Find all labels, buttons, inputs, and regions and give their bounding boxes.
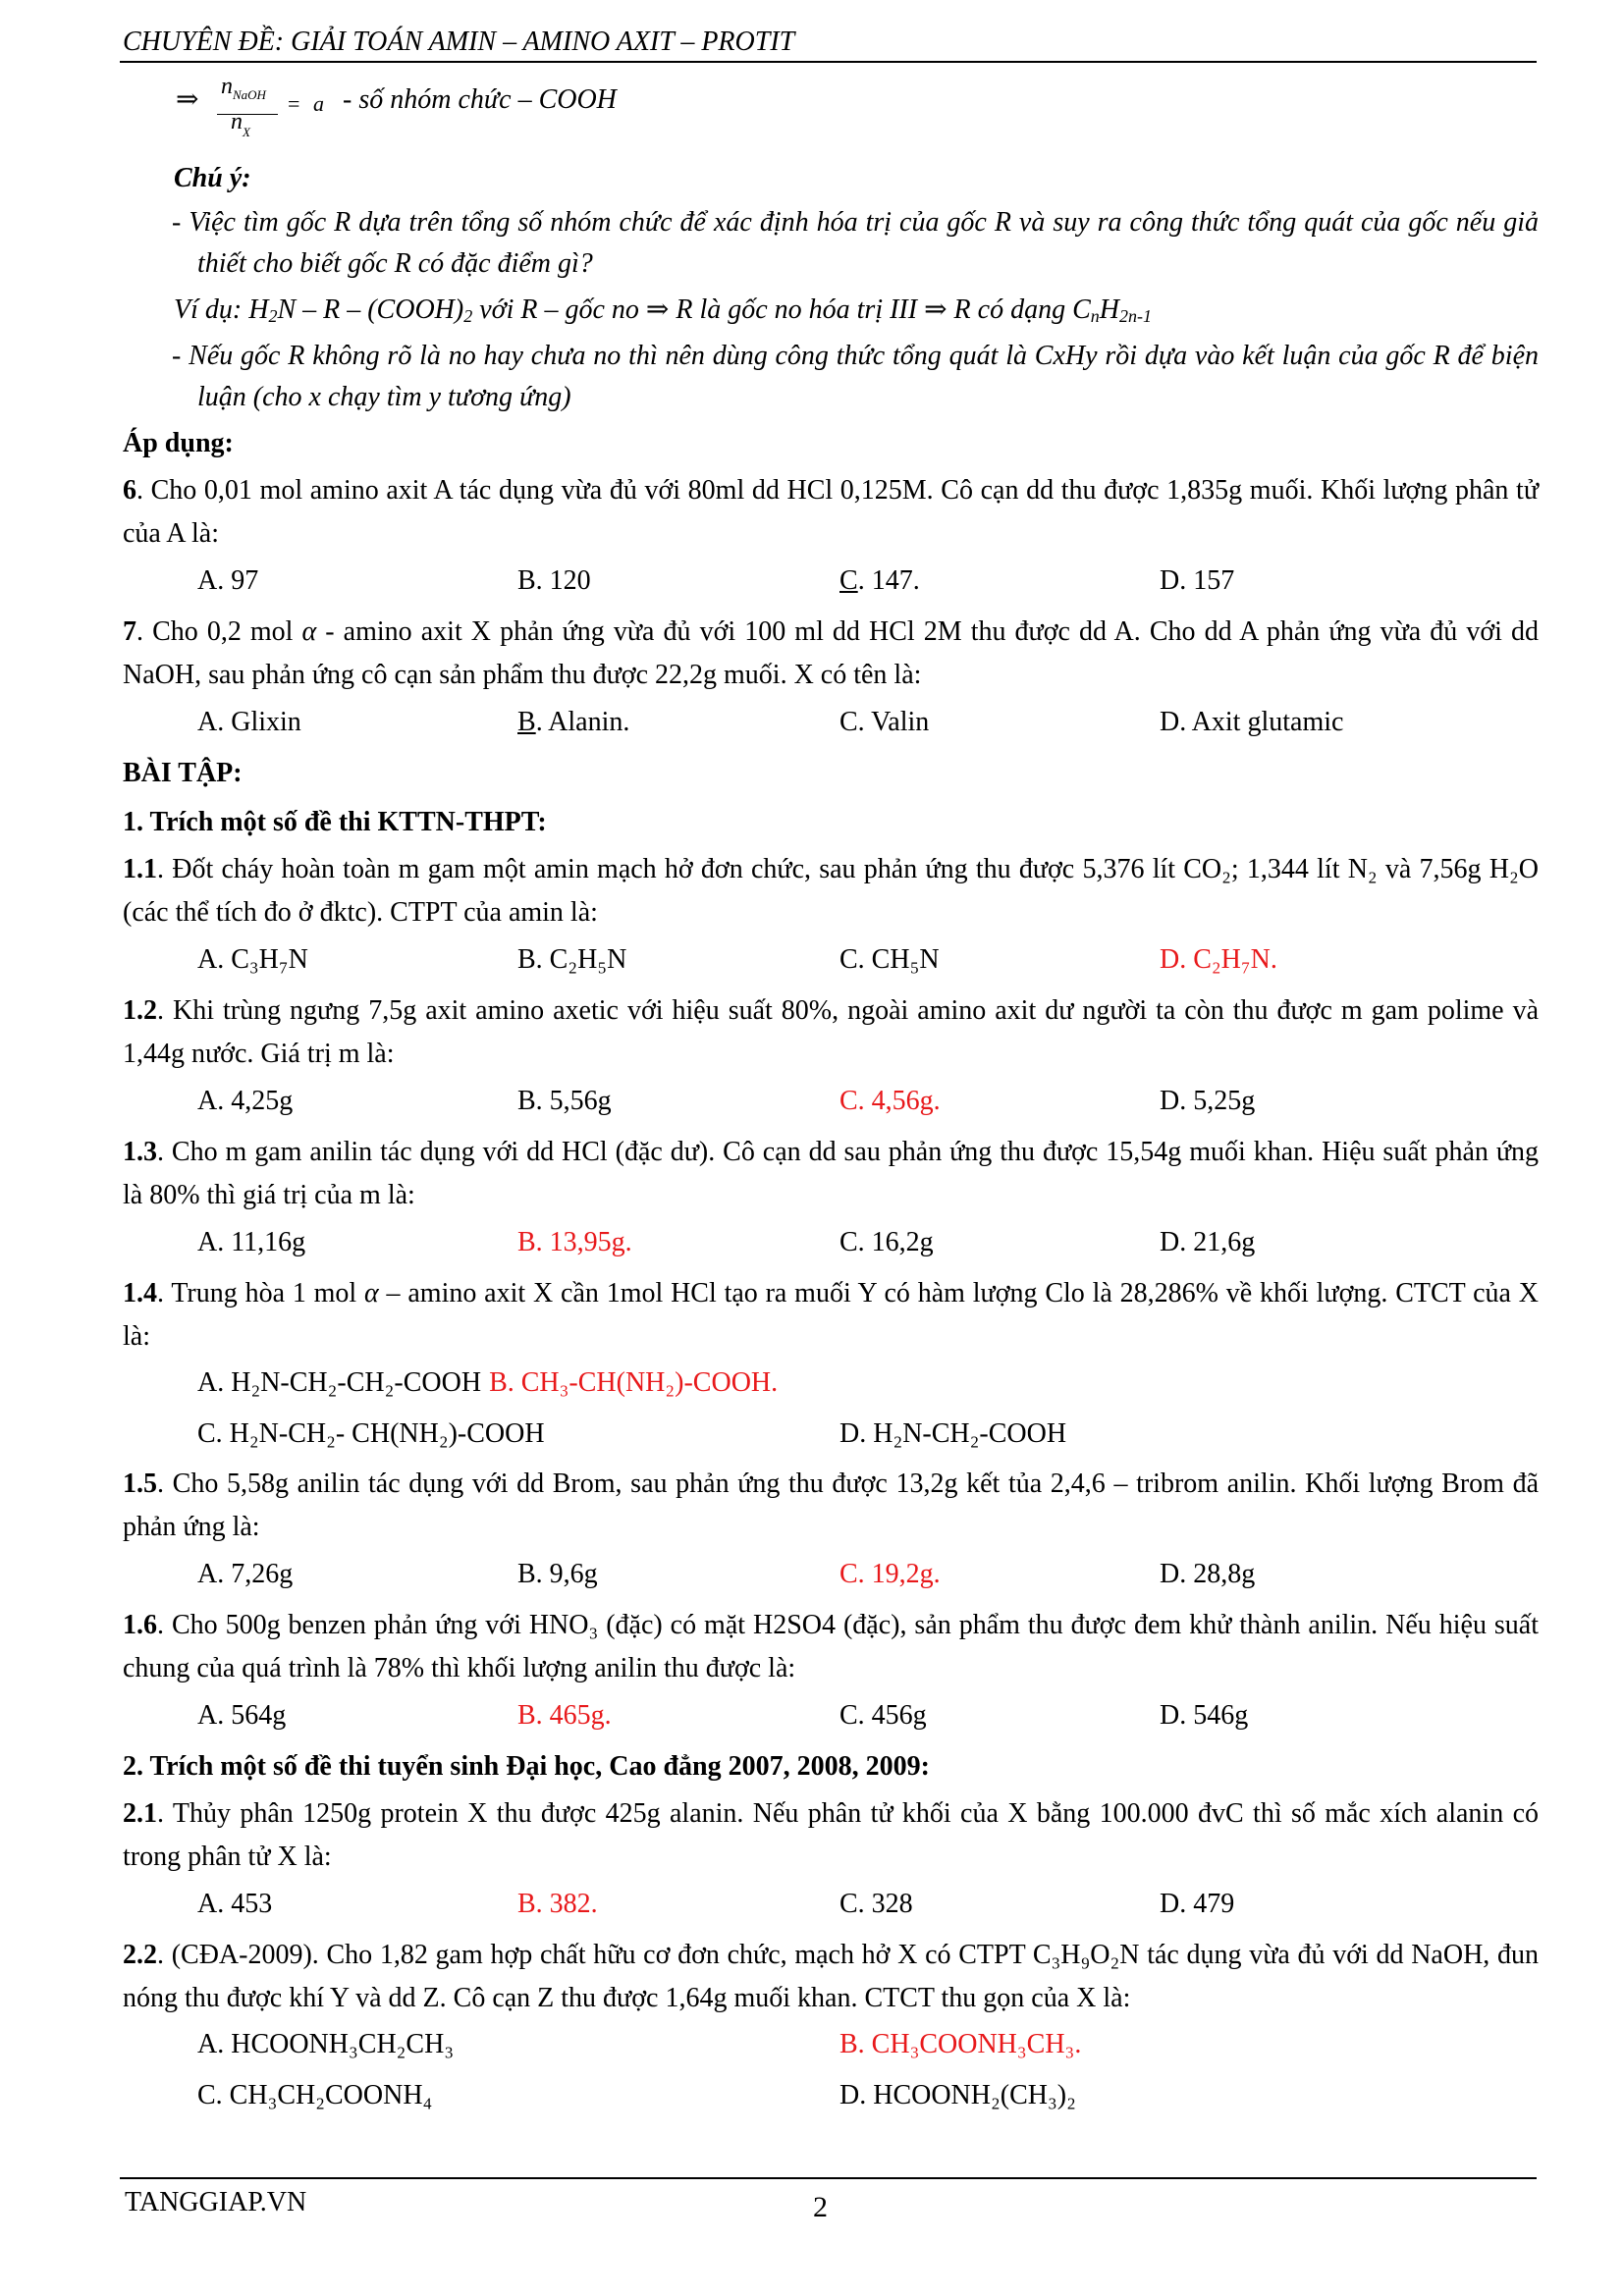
option-b-answer: B. 13,95g. [517,1227,632,1257]
option-d: D. HCOONH₂(CH₃)₂ [839,2080,1076,2110]
question-6: 6. Cho 0,01 mol amino axit A tác dụng vừa đủ với 80ml dd HCl 0,125M. Cô cạn dd thu được 1,835g muối. Khối lượng phân tử của A là: [123,475,1539,549]
option-d: D. Axit glutamic [1160,707,1344,737]
fraction-denominator: $n_X$ [231,109,250,139]
option-c: C. 147. [839,565,920,596]
option-b-answer: B. CH₃-CH(NH₂)-COOH. [489,1367,779,1398]
question-1-4-options-row-1 [123,1361,1539,1406]
question-1-5: 1.5. Cho 5,58g anilin tác dụng với dd Brom, sau phản ứng thu được 13,2g kết tủa 2,4,6 – tribrom anilin. Khối lượng Brom đã phản ứng là: [123,1468,1539,1542]
question-7: 7. Cho 0,2 mol α - amino axit X phản ứng vừa đủ với 100 ml dd HCl 2M thu được dd A. Cho dd A phản ứng vừa đủ với dd NaOH, sau phản ứng cô cạn sản phẩm thu được 22,2g muối. X có tên là: [123,616,1540,690]
option-b: B. 9,6g [517,1559,598,1589]
question-2-1-options [123,1883,1539,1926]
option-a: A. 564g [197,1700,287,1731]
question-2-2: 2.2. (CĐA-2009). Cho 1,82 gam hợp chất hữu cơ đơn chức, mạch hở X có CTPT C₃H₉O₂N tác dụng vừa đủ với dd NaOH, đun nóng thu được khí Y và dd Z. Cô cạn Z thu được 1,64g muối khan. CTCT thu gọn của X là: [123,1940,1539,2013]
footer-divider [120,2177,1537,2179]
question-2-2-options-row-2 [123,2073,1539,2118]
fraction-numerator: $n_{NaOH}$ [221,74,266,102]
header-title: CHUYÊN ĐỀ: GIẢI TOÁN AMIN – AMINO AXIT – PROTIT [123,27,795,57]
option-a: A. 4,25g [197,1086,294,1116]
question-1-4: 1.4. Trung hòa 1 mol α – amino axit X cần 1mol HCl tạo ra muối Y có hàm lượng Clo là 28,286% về khối lượng. CTCT của X là: [123,1278,1539,1352]
note-title: Chú ý: [174,163,251,193]
apply-title: Áp dụng: [123,428,234,458]
question-7-options [123,701,1539,744]
option-a: A. 7,26g [197,1559,294,1589]
option-b: B. 5,56g [517,1086,612,1116]
note-example: Ví dụ: $H_2N$ – R – $(COOH)_2$ với R – gốc no ⇒ R là gốc no hóa trị III ⇒ R có dạng $C_nH_{2n-1}$ [174,294,1152,326]
question-1-6-options [123,1694,1539,1737]
question-1-4-options-row-2 [123,1412,1539,1457]
question-1-1: 1.1. Đốt cháy hoàn toàn m gam một amin mạch hở đơn chức, sau phản ứng thu được 5,376 lít CO₂; 1,344 lít N₂ và 7,56g H₂O (các thể tích đo ở đktc). CTPT của amin là: [123,854,1539,928]
implies-symbol: ⇒ [176,84,199,115]
question-6-options [123,560,1539,603]
formula-a: a [313,91,324,116]
option-a: A. 11,16g [197,1227,306,1257]
option-b: B. 120 [517,565,591,596]
option-d-answer: D. C₂H₇N. [1160,944,1277,975]
question-1-3: 1.3. Cho m gam anilin tác dụng với dd HCl (đặc dư). Cô cạn dd sau phản ứng thu được 15,54g muối khan. Hiệu suất phản ứng là 80% thì giá trị của m là: [123,1137,1539,1210]
page-number: 2 [813,2191,828,2223]
option-a: A. C₃H₇N [197,944,308,975]
option-b-answer: B. 382. [517,1889,598,1919]
option-d: D. 479 [1160,1889,1235,1919]
formula-suffix: - số nhóm chức – COOH [343,84,617,115]
option-b: B. C₂H₅N [517,944,627,975]
option-b-answer: B. CH₃COONH₃CH₃. [839,2029,1082,2059]
formula [123,73,1539,147]
option-c: C. 16,2g [839,1227,934,1257]
section-1-title: 1. Trích một số đề thi KTTN-THPT: [123,807,547,837]
question-1-5-options [123,1553,1539,1596]
footer-site: TANGGIAP.VN [125,2187,307,2217]
option-c: C. H₂N-CH₂- CH(NH₂)-COOH [197,1418,545,1449]
option-d: D. 21,6g [1160,1227,1256,1257]
question-1-2-options [123,1080,1539,1123]
question-1-2: 1.2. Khi trùng ngưng 7,5g axit amino axetic với hiệu suất 80%, ngoài amino axit dư người ta còn thu được m gam polime và 1,44g nước. Giá trị m là: [123,995,1539,1069]
option-d: D. H₂N-CH₂-COOH [839,1418,1067,1449]
question-2-1: 2.1. Thủy phân 1250g protein X thu được 425g alanin. Nếu phân tử khối của X bằng 100.000 đvC thì số mắc xích alanin có trong phân tử X là: [123,1798,1539,1872]
option-a: A. Glixin [197,707,301,737]
equals-sign: = [288,91,300,116]
page-content [123,73,1539,2124]
header-divider [120,61,1537,63]
section-2-title: 2. Trích một số đề thi tuyển sinh Đại học, Cao đẳng 2007, 2008, 2009: [123,1751,930,1782]
option-c-answer: C. 4,56g. [839,1086,941,1116]
option-a: A. 453 [197,1889,273,1919]
option-c-answer: C. 19,2g. [839,1559,941,1589]
page-header [123,26,1537,65]
question-2-2-options-row-1 [123,2022,1539,2067]
option-b-answer: B. 465g. [517,1700,612,1731]
question-1-6: 1.6. Cho 500g benzen phản ứng với HNO₃ (đặc) có mặt H2SO4 (đặc), sản phẩm thu được đem khử thành anilin. Nếu hiệu suất chung của quá trình là 78% thì khối lượng anilin thu được là: [123,1610,1539,1683]
option-c: C. CH₅N [839,944,940,975]
option-d: D. 157 [1160,565,1235,596]
option-d: D. 5,25g [1160,1086,1256,1116]
option-c: C. 456g [839,1700,927,1731]
option-a: A. H₂N-CH₂-CH₂-COOH [197,1367,482,1398]
option-c: C. Valin [839,707,930,737]
question-1-3-options [123,1221,1539,1264]
option-d: D. 546g [1160,1700,1249,1731]
note-bullet-2: - Nếu gốc R không rõ là no hay chưa no thì nên dùng công thức tổng quát là CxHy rồi dựa vào kết luận của gốc R để biện luận (cho x chạy tìm y tương ứng) [172,341,1540,412]
option-a: A. 97 [197,565,259,596]
question-1-1-options [123,938,1539,982]
exercises-title: BÀI TẬP: [123,758,243,788]
option-c: C. CH₃CH₂COONH₄ [197,2080,433,2110]
option-b: B. Alanin. [517,707,630,737]
option-c: C. 328 [839,1889,913,1919]
option-d: D. 28,8g [1160,1559,1256,1589]
option-a: A. HCOONH₃CH₂CH₃ [197,2029,455,2059]
note-bullet-1: - Việc tìm gốc R dựa trên tổng số nhóm chức để xác định hóa trị của gốc R và suy ra công thức tổng quát của gốc nếu giả thiết cho biết gốc R có đặc điểm gì? [172,207,1539,279]
